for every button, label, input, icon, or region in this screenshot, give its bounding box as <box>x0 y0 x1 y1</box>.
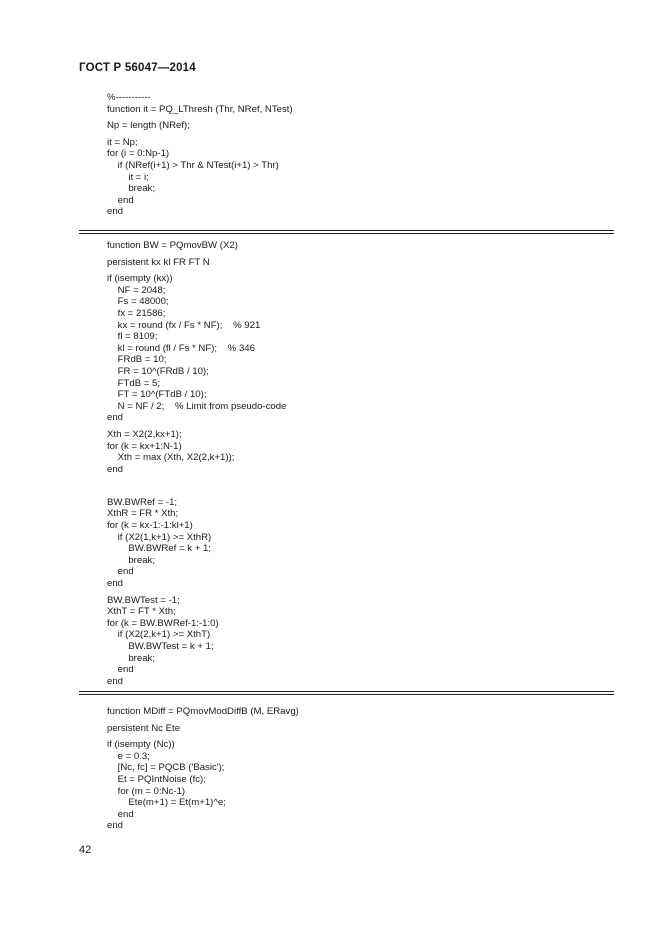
code-line: Xth = max (Xth, X2(2,k+1)); <box>107 452 235 464</box>
section-divider-2 <box>79 691 614 692</box>
code-line: [Nc, fc] = PQCB ('Basic'); <box>107 762 225 774</box>
code-line: Xth = X2(2,kx+1); <box>107 428 182 440</box>
code-line: BW.BWTest = -1; <box>107 594 180 606</box>
code-line: Fs = 48000; <box>107 296 169 308</box>
code-line: fx = 21586; <box>107 307 166 319</box>
code-line: function it = PQ_LThresh (Thr, NRef, NTest) <box>107 103 293 115</box>
section-divider-1 <box>79 230 614 231</box>
code-line: end <box>107 194 134 206</box>
code-line: end <box>107 412 124 424</box>
code-line: for (i = 0:Np-1) <box>107 148 170 160</box>
code-line: e = 0.3; <box>107 750 150 762</box>
code-line: break; <box>107 652 155 664</box>
code-line: if (isempty (Nc)) <box>107 739 175 751</box>
code-line: for (k = kx-1:-1:kl+1) <box>107 520 193 532</box>
code-line: end <box>107 566 134 578</box>
code-line: break; <box>107 554 155 566</box>
page-number: 42 <box>79 844 92 856</box>
code-line: %----------- <box>107 92 151 103</box>
code-line: persistent kx kl FR FT N <box>107 256 210 268</box>
code-line: BW.BWRef = k + 1; <box>107 543 211 555</box>
code-line: Ete(m+1) = Et(m+1)^e; <box>107 797 226 809</box>
code-line: if (X2(1,k+1) >= XthR) <box>107 531 212 543</box>
code-line: XthT = FT * Xth; <box>107 606 176 618</box>
code-line: if (X2(2,k+1) >= XthT) <box>107 629 211 641</box>
code-block-pq-movmoddiffb <box>107 706 627 832</box>
code-line: persistent Nc Ete <box>107 722 181 734</box>
code-line: end <box>107 664 134 676</box>
code-line: Et = PQIntNoise (fc); <box>107 773 206 785</box>
code-line: for (m = 0:Nc-1) <box>107 785 186 797</box>
code-line: FT = 10^(FTdB / 10); <box>107 389 207 401</box>
code-block-pq-lthresh <box>107 92 627 218</box>
code-line: end <box>107 463 124 475</box>
code-line: if (isempty (kx)) <box>107 273 173 285</box>
code-line: Np = length (NRef); <box>107 120 190 132</box>
code-line: FRdB = 10; <box>107 354 167 366</box>
code-line: end <box>107 820 124 832</box>
code-line: BW.BWTest = k + 1; <box>107 641 214 652</box>
code-line: FTdB = 5; <box>107 377 161 389</box>
code-line: XthR = FR * Xth; <box>107 508 179 520</box>
code-line: kl = round (fl / Fs * NF); % 346 <box>107 342 255 354</box>
code-block-pq-movbw <box>107 240 627 687</box>
code-line: it = Np; <box>107 136 138 148</box>
code-line: end <box>107 206 124 218</box>
code-line: end <box>107 675 124 687</box>
code-line: BW.BWRef = -1; <box>107 496 178 508</box>
code-line <box>107 480 627 492</box>
section-divider-2b <box>79 694 614 695</box>
document-header: ГОСТ Р 56047—2014 <box>79 62 196 74</box>
code-line: it = i; <box>107 171 149 183</box>
code-line: NF = 2048; <box>107 284 166 296</box>
code-line: FR = 10^(FRdB / 10); <box>107 365 209 377</box>
code-line: kx = round (fx / Fs * NF); % 921 <box>107 319 261 331</box>
code-line: end <box>107 578 124 590</box>
code-line: end <box>107 808 134 820</box>
code-line: function BW = PQmovBW (X2) <box>107 240 238 251</box>
code-line: N = NF / 2; % Limit from pseudo-code <box>107 400 287 412</box>
code-line: fl = 8109; <box>107 331 158 343</box>
code-line: for (k = kx+1:N-1) <box>107 440 182 452</box>
section-divider-1b <box>79 233 614 234</box>
code-line: if (NRef(i+1) > Thr & NTest(i+1) > Thr) <box>107 159 279 171</box>
code-line: break; <box>107 183 155 195</box>
code-line: function MDiff = PQmovModDiffB (M, ERavg) <box>107 706 299 717</box>
code-line: for (k = BW.BWRef-1:-1:0) <box>107 617 219 629</box>
